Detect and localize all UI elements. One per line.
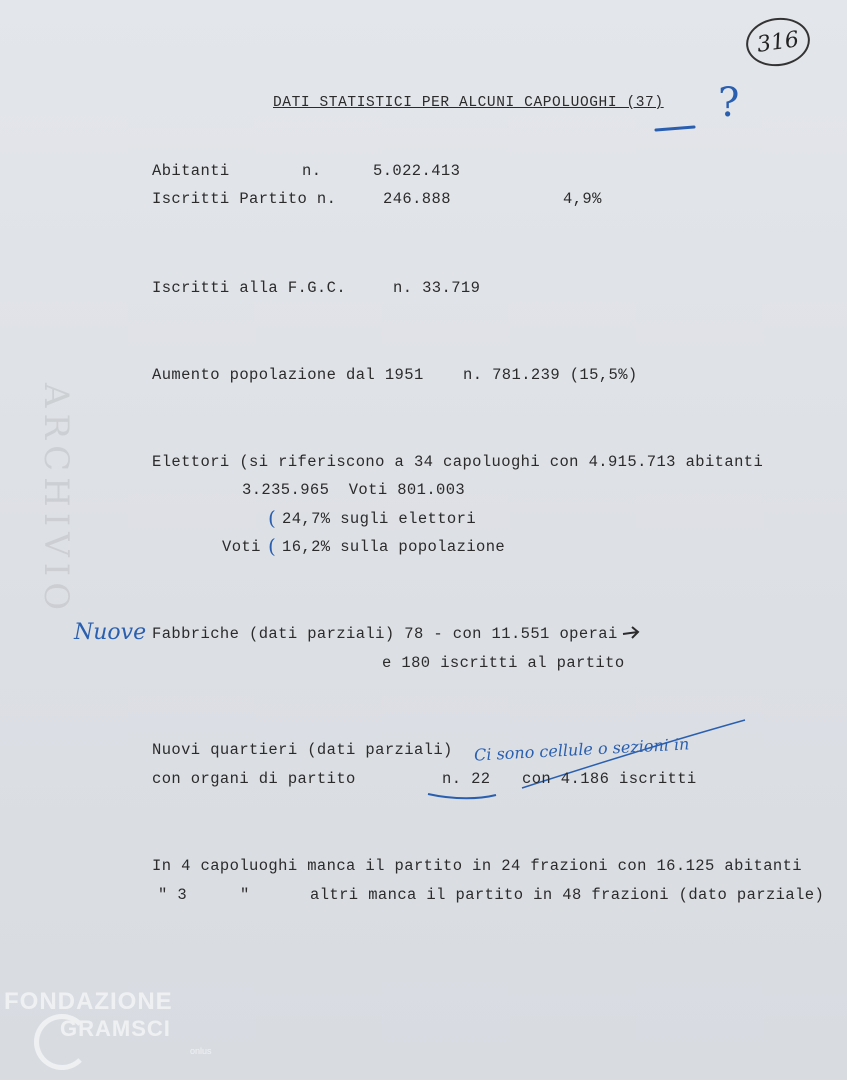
nuove-handwritten-annotation: Nuove <box>74 620 147 645</box>
logo-line-3: onlus <box>190 1046 212 1056</box>
abitanti-label: Abitanti <box>152 162 230 180</box>
brace-top: ( <box>268 506 276 530</box>
abitanti-n: n. <box>302 162 322 180</box>
quartieri-iscritti: con 4.186 iscritti <box>522 770 697 788</box>
frazioni-line-2-ditto-1: " 3 <box>158 886 188 904</box>
question-mark-annotation: ? <box>718 80 740 126</box>
elettori-line-2: 3.235.965 Voti 801.003 <box>242 481 466 499</box>
iscritti-partito-pct: 4,9% <box>563 190 602 208</box>
quartieri-line-2-label: con organi di partito <box>152 770 356 788</box>
aumento-value: n. 781.239 (15,5%) <box>463 366 638 384</box>
abitanti-value: 5.022.413 <box>373 162 461 180</box>
iscritti-fgc-value: n. 33.719 <box>393 279 481 297</box>
elettori-line-1: Elettori (si riferiscono a 34 capoluoghi con 4.915.713 abitanti <box>152 453 764 471</box>
frazioni-line-2-ditto-2: " <box>240 886 250 904</box>
iscritti-partito-value: 246.888 <box>383 190 451 208</box>
fondazione-gramsci-logo <box>4 988 214 1068</box>
archive-watermark: ARCHIVIO <box>36 383 76 617</box>
logo-line-1: FONDAZIONE <box>4 988 173 1015</box>
brace-bottom: ( <box>268 534 276 558</box>
cellule-handwritten-annotation: Ci sono cellule o sezioni in <box>473 734 690 765</box>
elettori-pct-2: 16,2% sulla popolazione <box>282 538 506 556</box>
elettori-pct-1: 24,7% sugli elettori <box>282 510 477 528</box>
arrow-annotation <box>620 624 644 644</box>
document-title: DATI STATISTICI PER ALCUNI CAPOLUOGHI (37) <box>273 95 664 111</box>
quartieri-n-22: n. 22 <box>442 770 491 788</box>
voti-label: Voti <box>222 538 261 556</box>
aumento-label: Aumento popolazione dal 1951 <box>152 366 424 384</box>
fabbriche-line-1: Fabbriche (dati parziali) 78 - con 11.551 operai <box>152 625 618 643</box>
blue-line-annotations <box>420 716 750 806</box>
iscritti-fgc-label: Iscritti alla F.G.C. <box>152 279 347 297</box>
blue-dash-annotation <box>650 120 700 136</box>
quartieri-line-1: Nuovi quartieri (dati parziali) <box>152 741 453 759</box>
page-number-stamp: 316 <box>743 14 813 70</box>
iscritti-partito-label: Iscritti Partito n. <box>152 190 337 208</box>
logo-line-2: GRAMSCI <box>60 1016 171 1041</box>
fabbriche-line-2: e 180 iscritti al partito <box>382 654 625 672</box>
frazioni-line-1: In 4 capoluoghi manca il partito in 24 frazioni con 16.125 abitanti <box>152 857 803 875</box>
frazioni-line-2-text: altri manca il partito in 48 frazioni (dato parziale) <box>310 886 825 904</box>
